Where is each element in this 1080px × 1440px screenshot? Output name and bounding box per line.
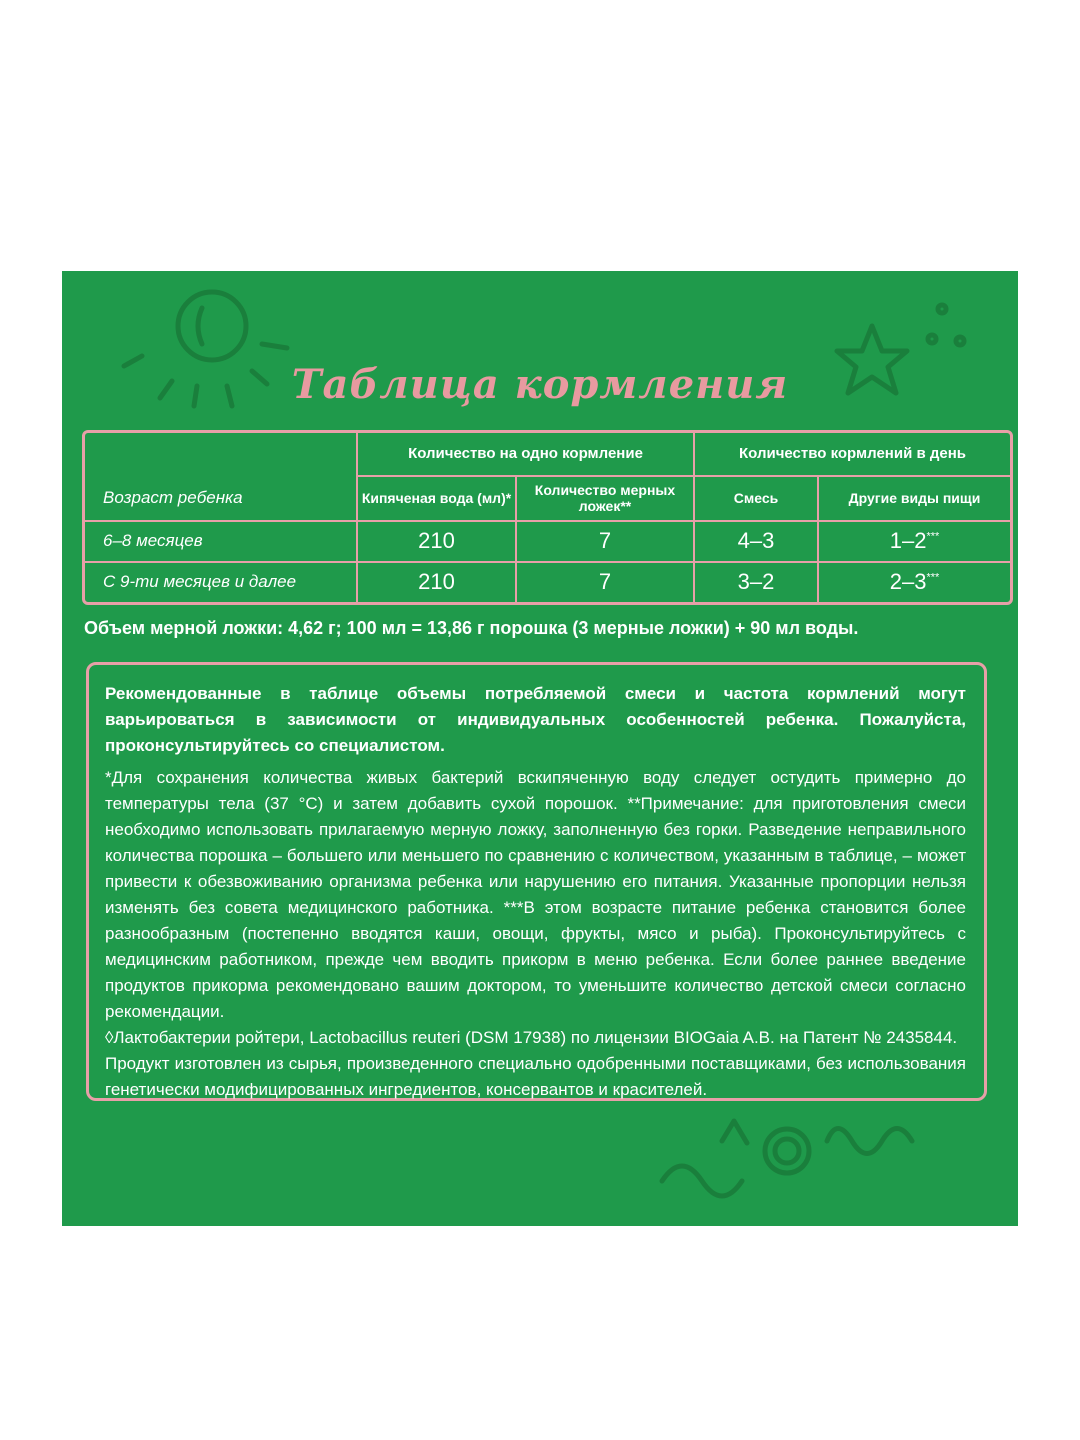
page-title: Таблица кормления [291,361,789,408]
other-food-column-header: Другие виды пищи [818,476,1010,522]
other-food-cell [818,521,1010,561]
mix-column-header: Смесь [694,476,818,522]
other-food-value: 2–3 [889,569,927,595]
age-cell: 6–8 месяцев [85,521,357,561]
table-row [85,521,1010,561]
age-cell: С 9-ти месяцев и далее [85,562,357,603]
production-text: Продукт изготовлен из сырья, произведенного специально одобренными поставщиками, без использования генетически модифицированных ингредиентов, консервантов и красителей. [105,1054,966,1099]
water-cell: 210 [357,521,516,561]
group-per-feeding-header: Количество на одно кормление [357,433,694,476]
scoops-cell: 7 [516,521,694,561]
group-per-day-header: Количество кормлений в день [694,433,1010,476]
mix-cell: 3–2 [694,562,818,603]
other-food-cell [818,562,1010,603]
footnote-mark: *** [926,571,940,584]
scoops-cell: 7 [516,562,694,603]
feeding-panel [62,271,1018,1226]
water-cell: 210 [357,562,516,603]
footnotes-text: *Для сохранения количества живых бактерий вскипяченную воду следует остудить примерно до температуры тела (37 °C) и затем добавить сухой порошок. **Примечание: для приготовления смеси необходимо использовать прилагаемую мерную ложку, заполненную без горки. Разведение неправильного количества порошка – большего или меньшего по сравнению с количеством, указанным в таблице, – может привести к обезвоживанию организма ребенка или нарушению его питания. Указанные пропорции нельзя изменять без совета медицинского работника. ***В этом возрасте питание ребенка становится более разнообразным (постепенно вводятся каши, овощи, фрукты, мясо и рыба). Проконсультируйтесь с медицинским работником, прежде чем вводить прикорм в меню ребенка. Если более раннее введение продуктов прикорма рекомендовано вашим доктором, то уменьшите количество детской смеси согласно рекомендации. [105,768,966,1021]
other-food-value: 1–2 [889,528,927,554]
scoop-volume-note: Объем мерной ложки: 4,62 г; 100 мл = 13,86 г порошка (3 мерные ложки) + 90 мл воды. [84,618,859,638]
swirl-doodle-icon [652,1101,972,1211]
age-header: Возраст ребенка [85,433,357,521]
footnote-mark: *** [926,530,940,543]
water-column-header: Кипяченая вода (мл)* [357,476,516,522]
mix-cell: 4–3 [694,521,818,561]
lactobacteria-text: ◊Лактобактерии ройтери, Lactobacillus reuteri (DSM 17938) по лицензии BIOGaia A.B. на Патент № 2435844. [105,1028,958,1047]
table-row [85,562,1010,603]
feeding-table [82,430,1013,605]
notes-box [86,662,987,1101]
scoops-column-header: Количество мерных ложек** [516,476,694,522]
recommendation-text: Рекомендованные в таблице объемы потребляемой смеси и частота кормлений могут варьироваться в зависимости от индивидуальных особенностей ребенка. Пожалуйста, проконсультируйтесь со специалистом. [105,684,966,755]
